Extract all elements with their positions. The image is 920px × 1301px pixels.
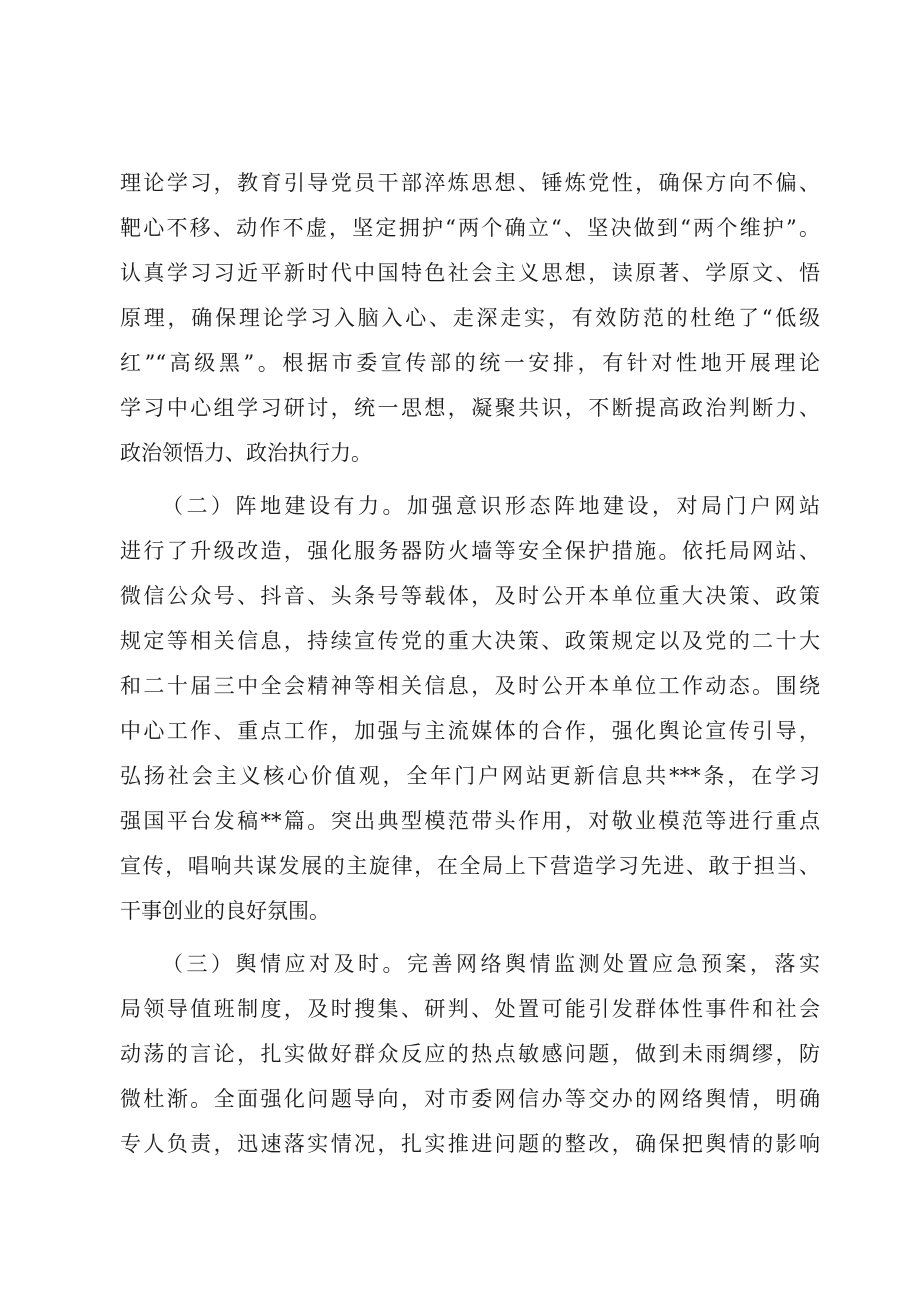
text-line: 靶心不移、动作不虚，坚定拥护“两个确立“、坚决做到“两个维护”。 (120, 216, 820, 240)
text-line: 弘扬社会主义核心价值观，全年门户网站更新信息共***条，在学习 (120, 764, 820, 788)
text-line: 学习中心组学习研讨，统一思想，凝聚共识，不断提高政治判断力、 (120, 396, 820, 420)
paragraph-public-opinion (120, 942, 820, 1167)
text-line: 中心工作、重点工作，加强与主流媒体的合作，强化舆论宣传引导， (120, 719, 820, 743)
document-body (120, 161, 820, 1167)
text-line: （三）舆情应对及时。完善网络舆情监测处置应急预案，落实 (162, 952, 820, 976)
text-line: 认真学习习近平新时代中国特色社会主义思想，读原著、学原文、悟 (120, 261, 820, 285)
paragraph-position-building (120, 484, 820, 934)
text-line: 和二十届三中全会精神等相关信息，及时公开本单位工作动态。围绕 (120, 674, 820, 698)
text-line: 规定等相关信息，持续宣传党的重大决策、政策规定以及党的二十大 (120, 629, 820, 653)
text-line: 政治领悟力、政治执行力。 (120, 441, 372, 465)
text-line: 进行了升级改造，强化服务器防火墙等安全保护措施。依托局网站、 (120, 539, 820, 563)
text-line: （二）阵地建设有力。加强意识形态阵地建设，对局门户网站 (162, 494, 820, 518)
text-line: 动荡的言论，扎实做好群众反应的热点敏感问题，做到未雨绸缪，防 (120, 1042, 820, 1066)
text-line: 微杜渐。全面强化问题导向，对市委网信办等交办的网络舆情，明确 (120, 1087, 820, 1111)
text-line: 理论学习，教育引导党员干部淬炼思想、锤炼党性，确保方向不偏、 (120, 171, 820, 195)
text-line: 红”“高级黑”。根据市委宣传部的统一安排，有针对性地开展理论 (120, 351, 820, 375)
text-line: 强国平台发稿**篇。突出典型模范带头作用，对敬业模范等进行重点 (120, 809, 820, 833)
text-line: 宣传，唱响共谋发展的主旋律，在全局上下营造学习先进、敢于担当、 (120, 854, 820, 878)
text-line: 局领导值班制度，及时搜集、研判、处置可能引发群体性事件和社会 (120, 997, 820, 1021)
text-line: 干事创业的良好氛围。 (120, 899, 330, 923)
text-line: 原理，确保理论学习入脑入心、走深走实，有效防范的杜绝了“低级 (120, 306, 820, 330)
text-line: 专人负责，迅速落实情况，扎实推进问题的整改，确保把舆情的影响 (120, 1132, 820, 1156)
paragraph-theory-study (120, 161, 820, 476)
text-line: 微信公众号、抖音、头条号等载体，及时公开本单位重大决策、政策 (120, 584, 820, 608)
paragraph-spacing (120, 934, 820, 942)
paragraph-spacing (120, 476, 820, 484)
